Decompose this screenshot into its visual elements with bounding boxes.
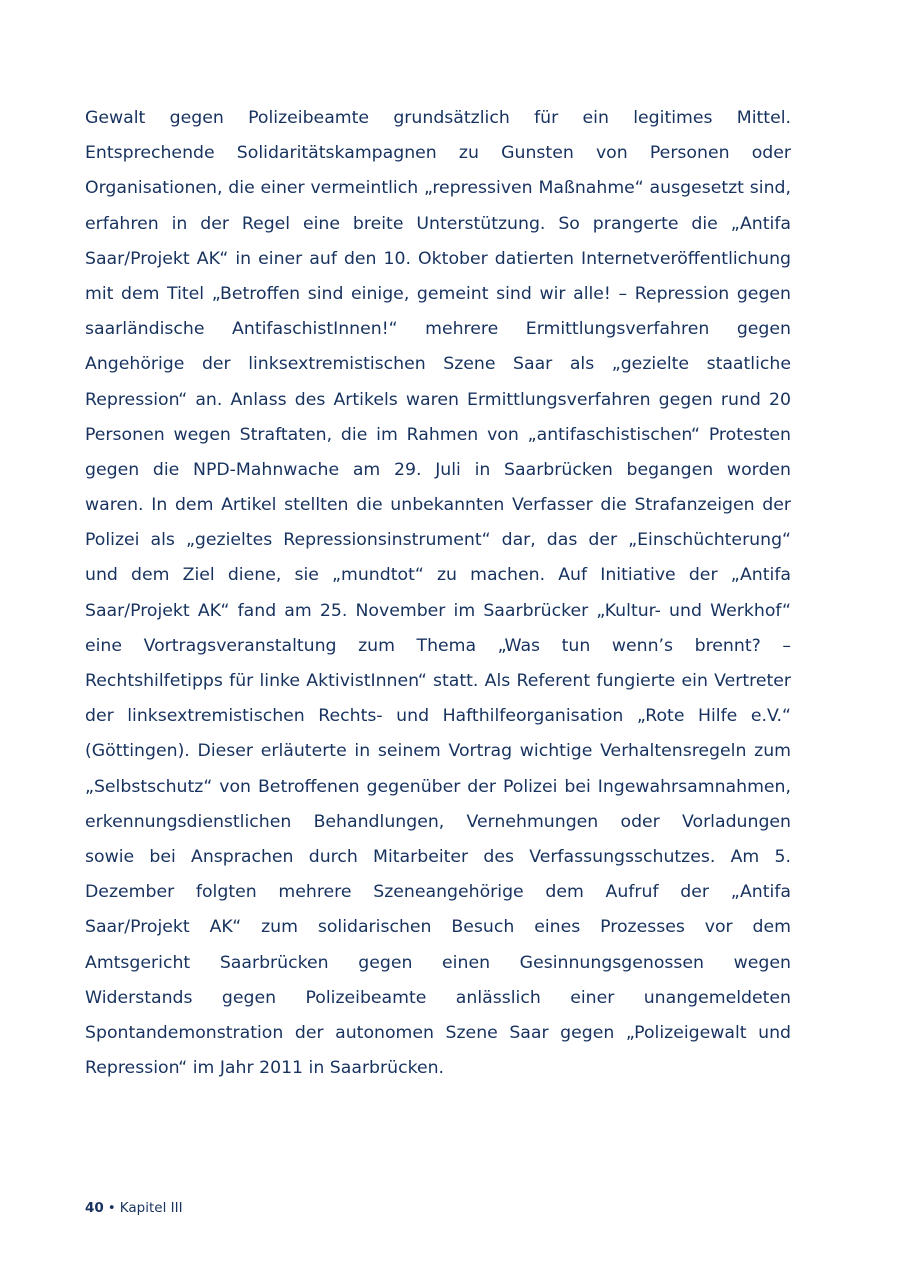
- page-number: 40: [85, 1200, 104, 1216]
- text-line: saarländische AntifaschistInnen!“ mehrere Ermittlungsverfahren gegen: [85, 319, 791, 340]
- text-line: sowie bei Ansprachen durch Mitarbeiter des Verfassungsschutzes. Am 5.: [85, 846, 791, 867]
- text-line: erkennungsdienstlichen Behandlungen, Vernehmungen oder Vorladungen: [85, 811, 791, 832]
- text-line: Widerstands gegen Polizeibeamte anlässlich einer unangemeldeten: [85, 987, 791, 1008]
- text-line: Saar/Projekt AK“ in einer auf den 10. Oktober datierten Internetveröffentlichung: [85, 248, 791, 269]
- text-line: Personen wegen Straftaten, die im Rahmen von „antifaschistischen“ Protesten: [85, 424, 791, 445]
- text-line: Organisationen, die einer vermeintlich „repressiven Maßnahme“ ausgesetzt sind,: [85, 178, 791, 199]
- text-line: Angehörige der linksextremistischen Szene Saar als „gezielte staatliche: [85, 354, 791, 375]
- text-line: erfahren in der Regel eine breite Unterstützung. So prangerte die „Antifa: [85, 213, 791, 234]
- chapter-label: Kapitel III: [119, 1200, 183, 1216]
- text-line: waren. In dem Artikel stellten die unbekannten Verfasser die Strafanzeigen der: [85, 495, 791, 516]
- text-line: Saar/Projekt AK“ zum solidarischen Besuch eines Prozesses vor dem: [85, 917, 791, 938]
- text-line: gegen die NPD-Mahnwache am 29. Juli in Saarbrücken begangen worden: [85, 459, 791, 480]
- text-line: der linksextremistischen Rechts- und Hafthilfeorganisation „Rote Hilfe e.V.“: [85, 706, 791, 727]
- text-line: Rechtshilfetipps für linke AktivistInnen“ statt. Als Referent fungierte ein Vertreter: [85, 671, 791, 691]
- text-line: Dezember folgten mehrere Szeneangehörige dem Aufruf der „Antifa: [85, 882, 791, 903]
- text-line: Amtsgericht Saarbrücken gegen einen Gesinnungsgenossen wegen: [85, 952, 791, 973]
- text-line: Repression“ im Jahr 2011 in Saarbrücken.: [85, 1058, 445, 1079]
- text-line: Gewalt gegen Polizeibeamte grundsätzlich für ein legitimes Mittel.: [85, 108, 791, 128]
- text-line: Polizei als „gezieltes Repressionsinstrument“ dar, das der „Einschüchterung“: [85, 530, 791, 551]
- text-line: Repression“ an. Anlass des Artikels waren Ermittlungsverfahren gegen rund 20: [85, 389, 791, 410]
- text-line: Spontandemonstration der autonomen Szene Saar gegen „Polizeigewalt und: [85, 1022, 791, 1043]
- text-line: (Göttingen). Dieser erläuterte in seinem Vortrag wichtige Verhaltensregeln zum: [85, 741, 791, 762]
- text-line: und dem Ziel diene, sie „mundtot“ zu machen. Auf Initiative der „Antifa: [85, 565, 791, 586]
- text-line: mit dem Titel „Betroffen sind einige, gemeint sind wir alle! – Repression gegen: [85, 283, 791, 304]
- page-footer: [85, 1198, 183, 1218]
- text-line: Saar/Projekt AK“ fand am 25. November im Saarbrücker „Kultur- und Werkhof“: [85, 600, 791, 621]
- text-line: „Selbstschutz“ von Betroffenen gegenüber der Polizei bei Ingewahrsamnahmen,: [85, 776, 791, 797]
- body-text: [85, 101, 791, 1086]
- text-line: eine Vortragsveranstaltung zum Thema „Was tun wenn’s brennt? –: [85, 635, 791, 656]
- footer-separator: •: [107, 1200, 116, 1216]
- text-line: Entsprechende Solidaritätskampagnen zu Gunsten von Personen oder: [85, 143, 791, 164]
